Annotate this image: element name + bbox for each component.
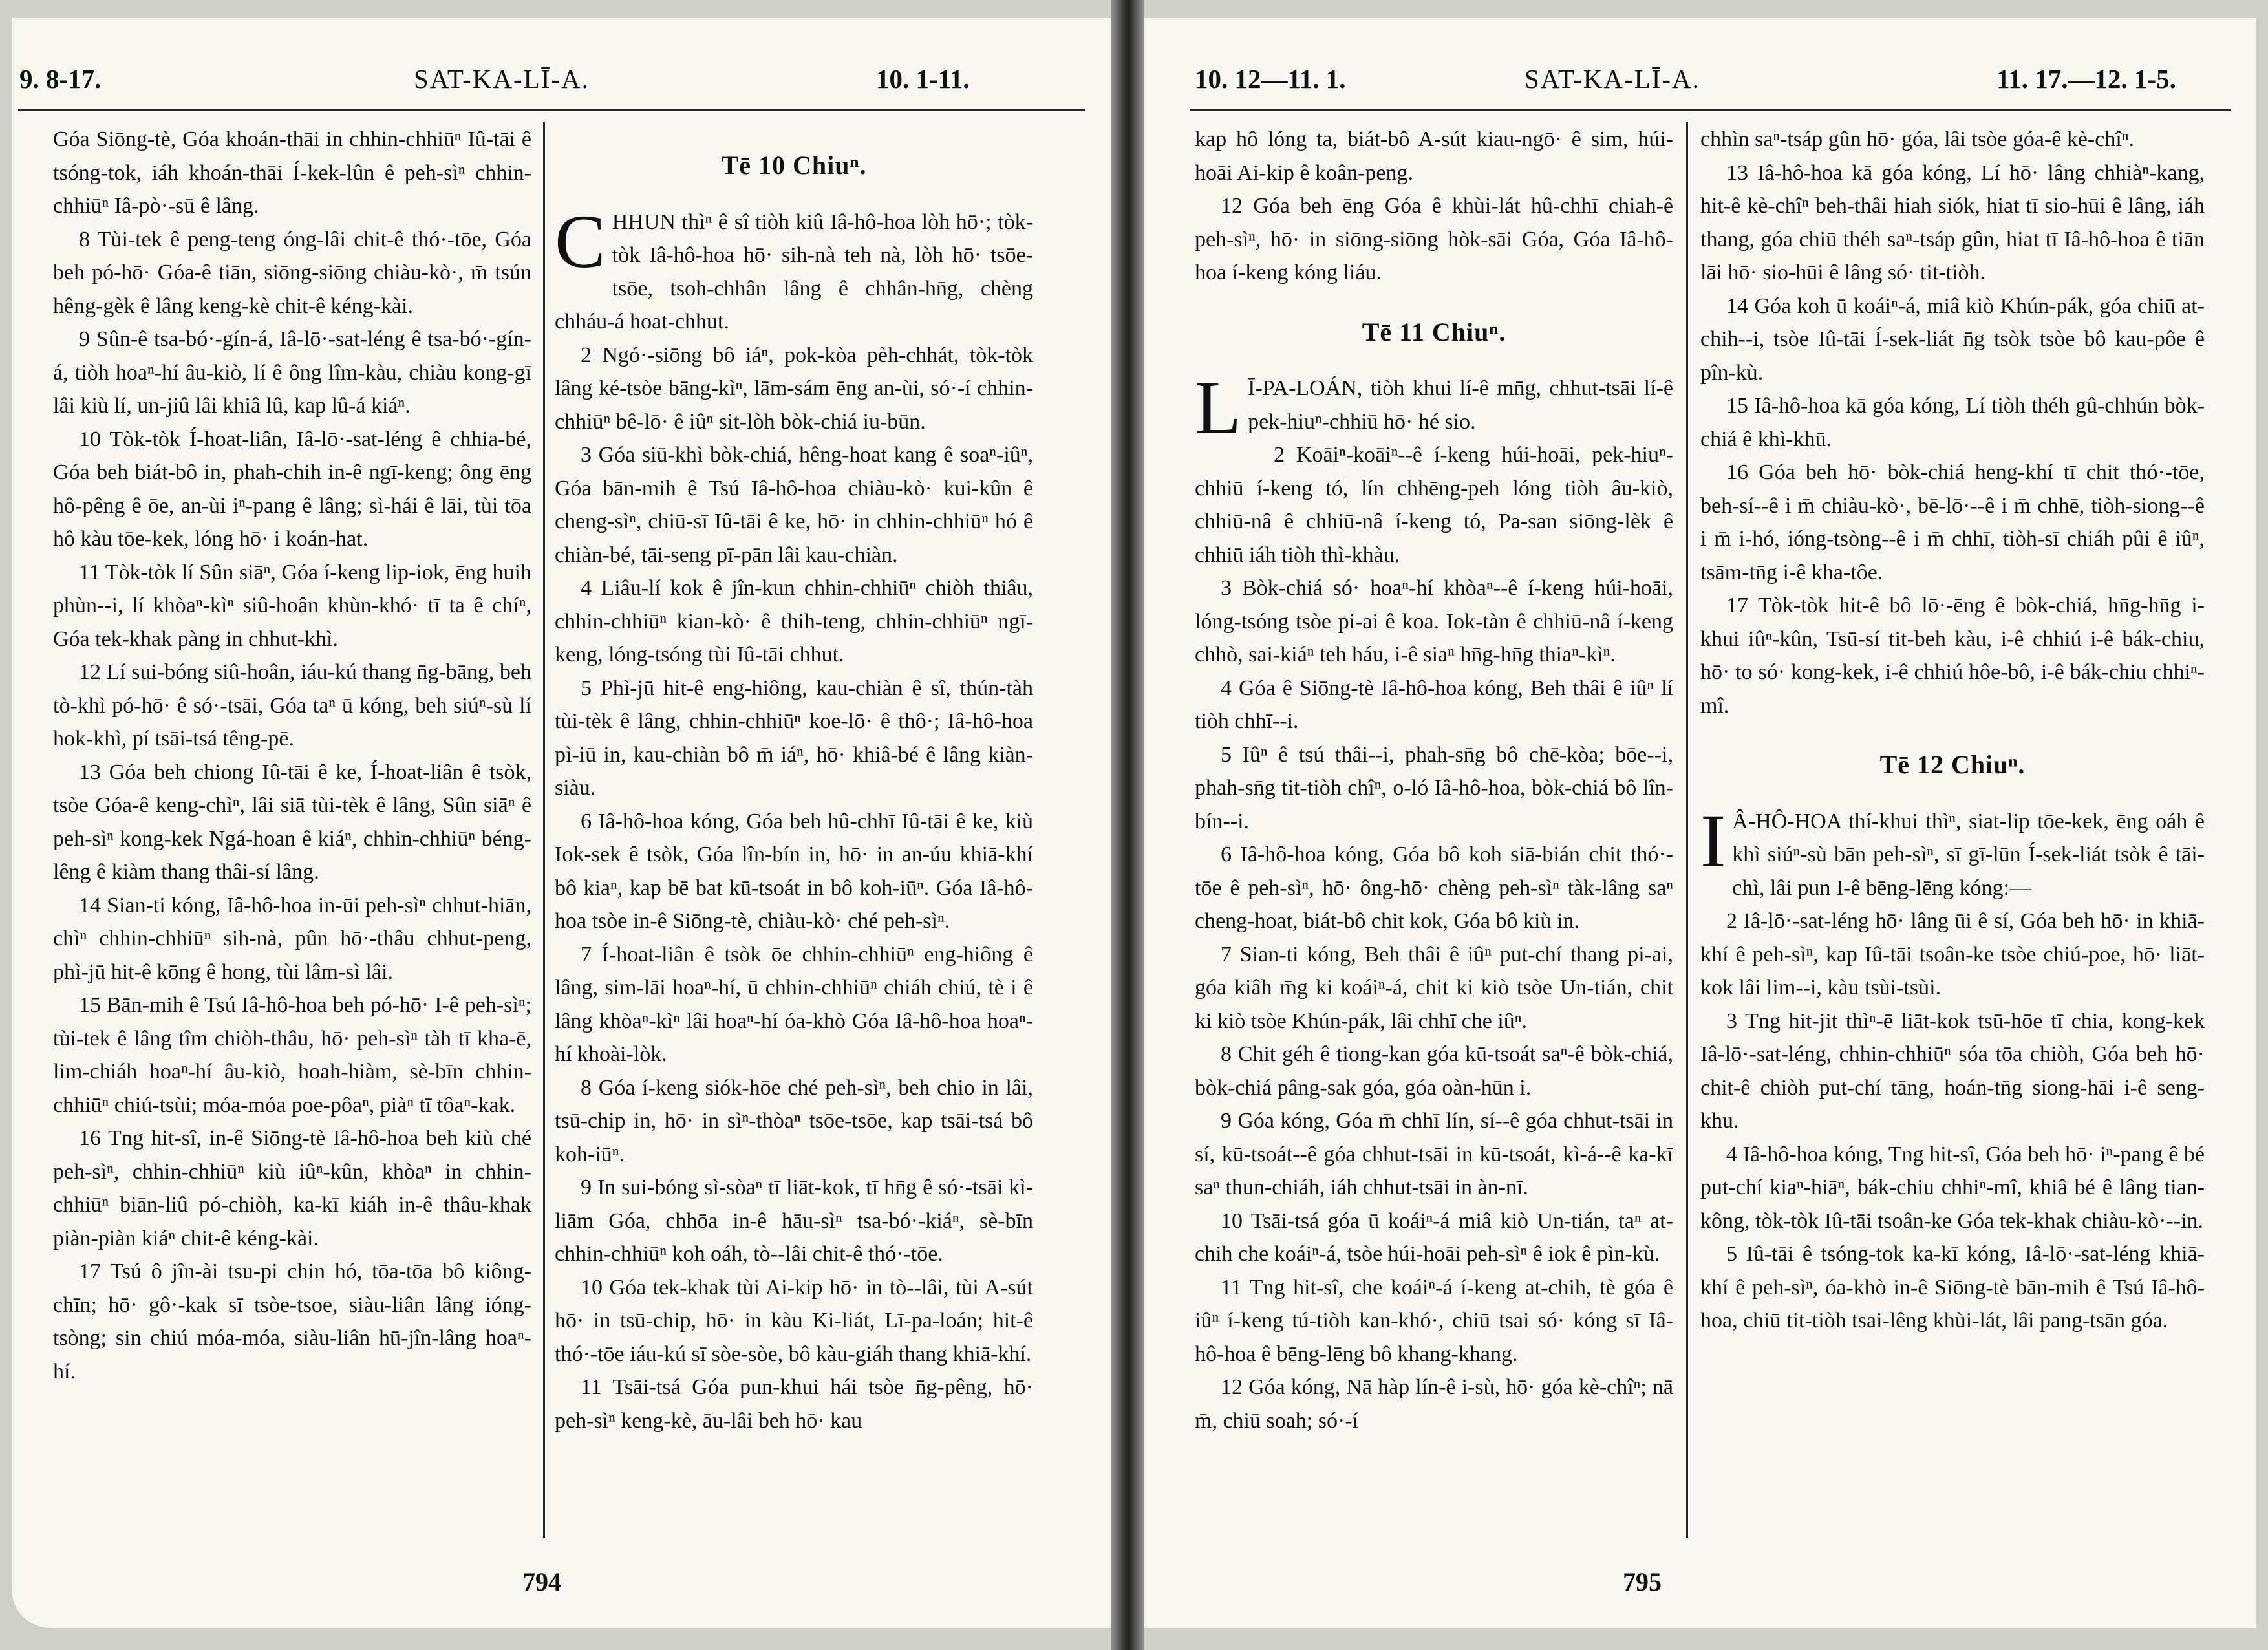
book-title: SAT-KA-LĪ-A.: [414, 64, 590, 94]
text-column-1: [53, 123, 531, 1552]
verse-paragraph: 8 Tùi-tek ê peng-teng óng-lâi chit-ê thó·-tōe, Góa beh pó-hō· Góa-ê tiān, siōng-siōng chiàu-kò·, m̄ tsún hêng-gèk ê lâng keng-kè chit-ê kéng-kài.: [53, 227, 531, 318]
verse-paragraph: 14 Sian-ti kóng, Iâ-hô-hoa in-ūi peh-sìⁿ chhut-hiān, chìⁿ chhin-chhiūⁿ sih-nà, pûn hō·-thâu chhut-peng, phì-jū hit-ê kōng ê hong, tùi lâm-sì lâi.: [53, 893, 531, 984]
opening-text: Ī-PA-LOÁN, tiòh khui lí-ê mn̄g, chhut-tsāi lí-ê pek-hiuⁿ-chhiū hō· hé sio.: [1248, 376, 1673, 434]
verse-paragraph: 12 Góa kóng, Nā hàp lín-ê i-sù, hō· góa kè-chîⁿ; nā m̄, chiū soah; só·-í: [1195, 1375, 1673, 1433]
verse-paragraph: 10 Tòk-tòk Í-hoat-liân, Iâ-lō·-sat-léng ê chhia-bé, Góa beh biát-bô in, phah-chih in-ê ngī-keng; ông ēng hô-pêng ê ōe, an-ùi iⁿ-pang ê lâng; sì-hái ê lāi, tùi tōa hô kàu tōe-kek, lóng hō· i koán-hat.: [53, 427, 531, 551]
drop-cap: C: [555, 198, 606, 284]
paragraph: 12 Góa beh ēng Góa ê khùi-lát hû-chhī chiah-ê peh-sìⁿ, hō· in siōng-siōng hòk-sāi Góa, Góa Iâ-hô-hoa í-keng kóng liáu.: [1195, 194, 1673, 284]
verse-paragraph: 9 Sûn-ê tsa-bó·-gín-á, Iâ-lō·-sat-léng ê tsa-bó·-gín-á, tiòh hoaⁿ-hí âu-kiò, lí ê ông lîm-kàu, chiàu kong-gī lâi kiù lí, un-jiû lâi khiâ lû, kap lû-á kiáⁿ.: [53, 327, 531, 418]
verse-paragraph: 7 Sian-ti kóng, Beh thâi ê iûⁿ put-chí thang pi-ai, góa kiâh m̄g ki koáiⁿ-á, chit ki kiò tsòe Un-tián, chit ki kiò tsòe Khún-pák, lâi chhī che iûⁿ.: [1195, 942, 1673, 1033]
verse-paragraph: 14 Góa koh ū koáiⁿ-á, miâ kiò Khún-pák, góa chiū at-chih--i, tsòe Iû-tāi Í-sek-liát n̄g tsòk tsòe bô kau-pôe ê pîn-kù.: [1700, 294, 2205, 385]
verse-paragraph: 3 Tng hit-jit thìⁿ-ē liāt-kok tsū-hōe tī chia, kong-kek Iâ-lō·-sat-léng, chhin-chhiūⁿ sóa tōa chiòh, Góa beh hō· chit-ê chiòh put-chí tāng, hoán-tn̄g siong-hāi i-ê seng-khu.: [1700, 1009, 2205, 1133]
verse-reference-left: 10. 12—11. 1.: [1195, 64, 1346, 94]
verse-reference-left: 9. 8-17.: [19, 64, 102, 94]
verse-paragraph: 13 Iâ-hô-hoa kā góa kóng, Lí hō· lâng chhiàⁿ-kang, hit-ê kè-chîⁿ beh-thâi hiah siók, hiat tī sio-hūi ê lâng, iáh thang, góa chiū théh saⁿ-tsáp gûn, hiat tī Iâ-hô-hoa ê tiān lāi hō· sio-hūi ê lâng só· tit-tiòh.: [1700, 160, 2205, 284]
column-divider: [1686, 122, 1688, 1538]
verse-paragraph: 10 Góa tek-khak tùi Ai-kip hō· in tò--lâi, tùi A-sút hō· in tsū-chip, hō· in kàu Ki-liát, Lī-pa-loán; hit-ê thó·-tōe iáu-kú sī sòe-sòe, bô kàu-giáh thang khiā-khí.: [555, 1275, 1033, 1366]
verse-paragraph: 16 Góa beh hō· bòk-chiá heng-khí tī chit thó·-tōe, beh-sí--ê i m̄ chiàu-kò·, bē-lō·--ê i m̄ chhē, tiòh-siong--ê i m̄ i-hó, ióng-tsòng--ê i m̄ chhī, tiòh-sī chiáh pûi ê iûⁿ, tsām-tn̄g i-ê kha-tôe.: [1700, 460, 2205, 584]
verse-paragraph: 9 Góa kóng, Góa m̄ chhī lín, sí--ê góa chhut-tsāi in sí, kū-tsoát--ê góa chhut-tsāi in kū-tsoát, kì-á--ê ka-kī saⁿ thun-chiáh, iáh chhut-tsāi in àn-nī.: [1195, 1109, 1673, 1199]
verse-paragraph: 17 Tòk-tòk hit-ê bô lō·-ēng ê bòk-chiá, hn̄g-hn̄g i-khui iûⁿ-kûn, Tsū-sí tit-beh kàu, i-ê chhiú i-ê bák-chiu, hō· to só· kong-kek, i-ê chhiú hôe-bô, i-ê bák-chiu chhiⁿ-mî.: [1700, 594, 2205, 718]
chapter-heading: Tē 11 Chiuⁿ.: [1362, 317, 1506, 347]
column-divider: [543, 122, 545, 1538]
verse-paragraph: 7 Í-hoat-liân ê tsòk ōe chhin-chhiūⁿ eng-hiông ê lâng, sim-lāi hoaⁿ-hí, ū chhin-chhiūⁿ chiáh chiú, tè i ê lâng khòaⁿ-kìⁿ lâi hoaⁿ-hí óa-khò Góa Iâ-hô-hoa hoaⁿ-hí khoài-lòk.: [555, 942, 1033, 1066]
verse-paragraph: 3 Bòk-chiá só· hoaⁿ-hí khòaⁿ--ê í-keng húi-hoāi, lóng-tsóng tsòe pi-ai ê koa. Iok-tàn ê chhiū-nâ í-keng chhò, sai-kiáⁿ teh háu, i-ê siaⁿ hn̄g-hn̄g thiaⁿ-kìⁿ.: [1195, 576, 1673, 667]
header-rule: [18, 109, 1085, 111]
drop-cap: I: [1700, 798, 1726, 883]
verse-paragraph: 3 Góa siū-khì bòk-chiá, hêng-hoat kang ê soaⁿ-iûⁿ, Góa bān-mih ê Tsú Iâ-hô-hoa chiàu-kò· kui-kûn ê cheng-sìⁿ, chiū-sī Iû-tāi ê ke, hō· in chhin-chhiūⁿ hó ê chiàn-bé, tāi-seng pī-pān lâi kau-chiàn.: [555, 443, 1033, 567]
verse-paragraph: 6 Iâ-hô-hoa kóng, Góa bô koh siā-bián chit thó·-tōe ê peh-sìⁿ, hō· ông-hō· chèng peh-sìⁿ tàk-lâng saⁿ cheng-hoat, biát-bô chit kok, Góa bô kiù in.: [1195, 842, 1673, 933]
verse-paragraph: 16 Tng hit-sî, in-ê Siōng-tè Iâ-hô-hoa beh kiù ché peh-sìⁿ, chhin-chhiūⁿ kiù iûⁿ-kûn, khòaⁿ in chhin-chhiūⁿ biān-liû pó-chiòh, ka-kī kiáh in-ê thâu-khak piàn-piàn kiáⁿ chit-ê kéng-kài.: [53, 1126, 531, 1250]
verse-reference-right: 11. 17.—12. 1-5.: [1996, 64, 2176, 94]
verse-paragraph: 9 In sui-bóng sì-sòaⁿ tī liāt-kok, tī hn̄g ê só·-tsāi kì-liām Góa, chhōa in-ê hāu-sìⁿ tsa-bó·-kiáⁿ, sè-bīn chhin-chhiūⁿ koh oáh, tò--lâi chit-ê thó·-tōe.: [555, 1175, 1033, 1266]
verse-paragraph: Góa Siōng-tè, Góa khoán-thāi in chhin-chhiūⁿ Iû-tāi ê tsóng-tok, iáh khoán-thāi Í-kek-lûn ê peh-sìⁿ chhin-chhiūⁿ Iâ-pò·-sū ê lâng.: [53, 127, 531, 218]
paragraph: kap hô lóng ta, biát-bô A-sút kiau-ngō· ê sim, húi-hoāi Ai-kip ê koân-peng.: [1195, 127, 1673, 185]
verse-paragraph: 11 Tsāi-tsá Góa pun-khui hái tsòe n̄g-pêng, hō· peh-sìⁿ keng-kè, āu-lâi beh hō· kau: [555, 1375, 1033, 1433]
verse-paragraph: 12 Lí sui-bóng siû-hoân, iáu-kú thang n̄g-bāng, beh tò-khì pó-hō· ê só·-tsāi, Góa taⁿ ū kóng, beh siúⁿ-sù lí hok-khì, pí tsāi-tsá têng-pē.: [53, 660, 531, 751]
verse-paragraph: 8 Góa í-keng siók-hōe ché peh-sìⁿ, beh chio in lâi, tsū-chip in, hō· in sìⁿ-thòaⁿ tsōe-tsōe, kap tsāi-tsá bô koh-iūⁿ.: [555, 1075, 1033, 1166]
chapter-opening: [555, 198, 1033, 339]
opening-text: Â-HÔ-HOA thí-khui thìⁿ, siat-lip tōe-kek, ēng oáh ê khì siúⁿ-sù bān peh-sìⁿ, sī gī-lūn Í-sek-liát tsòk ê tāi-chì, lâi pun I-ê bēng-lēng kóng:—: [1732, 809, 2205, 900]
verse-paragraph: 11 Tòk-tòk lí Sûn siāⁿ, Góa í-keng lip-iok, ēng huih phùn--i, lí khòaⁿ-kìⁿ siû-hoân khùn-khó· tī ta ê chíⁿ, Góa tek-khak pàng in chhut-khì.: [53, 560, 531, 651]
text-column-1: [1195, 123, 1673, 1552]
drop-cap: L: [1195, 365, 1242, 450]
verse-paragraph: 4 Góa ê Siōng-tè Iâ-hô-hoa kóng, Beh thâi ê iûⁿ lí tiòh chhī--i.: [1195, 676, 1673, 733]
verse-paragraph: 15 Bān-mih ê Tsú Iâ-hô-hoa beh pó-hō· I-ê peh-sìⁿ; tùi-tek ê lâng tîm chiòh-thâu, hō· peh-sìⁿ tàh tī kha-ē, lim-chiáh hoaⁿ-hí âu-kiò, hoah-hiàm, sè-bīn chhin-chhiūⁿ chiú-tsùi; móa-móa poe-pôaⁿ, piàⁿ tī tôaⁿ-kak.: [53, 993, 531, 1117]
chapter-opening: [1195, 365, 1673, 450]
header-rule: [1190, 109, 2231, 111]
verse-paragraph: 5 Iû-tāi ê tsóng-tok ka-kī kóng, Iâ-lō·-sat-léng khiā-khí ê peh-sìⁿ, óa-khò in-ê Siōng-tè bān-mih ê Tsú Iâ-hô-hoa, chiū tit-tiòh tsai-lêng khùi-lát, lâi pang-tsān góa.: [1700, 1242, 2205, 1333]
chapter-heading: Tē 12 Chiuⁿ.: [1879, 750, 2026, 779]
paragraph: chhìn saⁿ-tsáp gûn hō· góa, lâi tsòe góa-ê kè-chîⁿ.: [1700, 127, 2134, 151]
running-head: [1195, 63, 2229, 115]
opening-text: HHUN thìⁿ ê sî tiòh kiû Iâ-hô-hoa lòh hō·; tòk-tòk Iâ-hô-hoa hō· sih-nà teh nà, lòh hō· tsōe-tsōe, tsoh-chhân lâng ê chhân-hn̄g, chèng chháu-á hoat-chhut.: [555, 209, 1033, 334]
verse-paragraph: 4 Liâu-lí kok ê jîn-kun chhin-chhiūⁿ chiòh thiâu, chhin-chhiūⁿ kian-kò· ê thih-teng, chhin-chhiūⁿ ngī-keng, lóng-tsóng tùi Iû-tāi chhut.: [555, 576, 1033, 667]
running-head: [19, 63, 1093, 115]
page-number: 794: [522, 1567, 561, 1596]
verse-paragraph: 10 Tsāi-tsá góa ū koáiⁿ-á miâ kiò Un-tián, taⁿ at-chih che koáiⁿ-á, tsòe húi-hoāi peh-sìⁿ ê iok ê pìn-kù.: [1195, 1208, 1673, 1266]
chapter-heading: Tē 10 Chiuⁿ.: [721, 151, 867, 180]
book-gutter: [1111, 0, 1144, 1650]
verse-paragraph: 11 Tng hit-sî, che koáiⁿ-á í-keng at-chih, tè góa ê iûⁿ í-keng tú-tiòh kan-khó·, chiū tsai só· kóng sī Iâ-hô-hoa ê bēng-lēng bô khang-khang.: [1195, 1275, 1673, 1366]
text-column-2: [555, 123, 1033, 1552]
verse-paragraph: 8 Chit géh ê tiong-kan góa kū-tsoát saⁿ-ê bòk-chiá, bòk-chiá pâng-sak góa, góa oàn-hūn i.: [1195, 1042, 1673, 1100]
page-number: 795: [1623, 1567, 1662, 1596]
verse-paragraph: 2 Koāiⁿ-koāiⁿ--ê í-keng húi-hoāi, pek-hiuⁿ-chhiū í-keng tó, lín chhēng-peh lóng tiòh âu-kiò, chhiū-nâ ê chhiū-nâ í-keng tó, Pa-san siōng-lèk ê chhiū iáh tiòh thì-khàu.: [1195, 443, 1673, 567]
verse-paragraph: 4 Iâ-hô-hoa kóng, Tng hit-sî, Góa beh hō· iⁿ-pang ê bé put-chí kiaⁿ-hiāⁿ, bák-chiu chhiⁿ-mî, khiâ bé ê lâng tian-kông, tòk-tòk Iû-tāi tsoân-ke Góa tek-khak chiàu-kò·--in.: [1700, 1142, 2205, 1233]
right-page: [1144, 18, 2256, 1628]
verse-reference-right: 10. 1-11.: [876, 64, 970, 94]
verse-paragraph: 5 Iûⁿ ê tsú thâi--i, phah-sn̄g bô chē-kòa; bōe--i, phah-sn̄g tit-tiòh chîⁿ, o-ló Iâ-hô-hoa, bòk-chiá bô lîn-bín--i.: [1195, 742, 1673, 833]
book-title: SAT-KA-LĪ-A.: [1524, 64, 1700, 94]
verse-paragraph: 2 Ngó·-siōng bô iáⁿ, pok-kòa pèh-chhát, tòk-tòk lâng ké-tsòe bāng-kìⁿ, lām-sám ēng an-ùi, só·-í chhin-chhiūⁿ bê-lō· ê iûⁿ sit-lòh bòk-chiá iu-būn.: [555, 343, 1033, 434]
verse-paragraph: 13 Góa beh chiong Iû-tāi ê ke, Í-hoat-liân ê tsòk, tsòe Góa-ê keng-chìⁿ, lâi siā tùi-tèk ê lâng, Sûn siāⁿ ê peh-sìⁿ kong-kek Ngá-hoan ê kiáⁿ, chhin-chhiūⁿ béng-lêng ê kiàm thang thâi-sí lâng.: [53, 760, 531, 884]
verse-paragraph: 6 Iâ-hô-hoa kóng, Góa beh hû-chhī Iû-tāi ê ke, kiù Iok-sek ê tsòk, Góa lîn-bín in, hō· in an-úu khiā-khí bô kiaⁿ, kap bē bat kū-tsoát in bô koh-iūⁿ. Góa Iâ-hô-hoa tsòe in-ê Siōng-tè, chiàu-kò· ché peh-sìⁿ.: [555, 809, 1033, 933]
chapter-opening: [1700, 798, 2205, 905]
verse-paragraph: 15 Iâ-hô-hoa kā góa kóng, Lí tiòh théh gû-chhún bòk-chiá ê khì-khū.: [1700, 394, 2205, 451]
left-page: [12, 18, 1111, 1628]
verse-paragraph: 5 Phì-jū hit-ê eng-hiông, kau-chiàn ê sî, thún-tàh tùi-tèk ê lâng, chhin-chhiūⁿ koe-lō· ê thô·; Iâ-hô-hoa pì-iū in, kau-chiàn bô m̄ iáⁿ, hō· khiâ-bé ê lâng kiàn-siàu.: [555, 676, 1033, 800]
verse-paragraph: 2 Iâ-lō·-sat-léng hō· lâng ūi ê sí, Góa beh hō· in khiā-khí ê peh-sìⁿ, kap Iû-tāi tsoân-ke tsòe chiú-poe, hō· liāt-kok lâi lim--i, kàu tsùi-tsùi.: [1700, 909, 2205, 1000]
verse-paragraph: 17 Tsú ô jîn-ài tsu-pi chin hó, tōa-tōa bô kiông-chīn; hō· gô·-kak sī tsòe-tsoe, siàu-liân lâng ióng-tsòng; sin chiú móa-móa, siàu-liân hū-jîn-lâng hoaⁿ-hí.: [53, 1259, 531, 1384]
text-column-2: [1700, 123, 2205, 1552]
